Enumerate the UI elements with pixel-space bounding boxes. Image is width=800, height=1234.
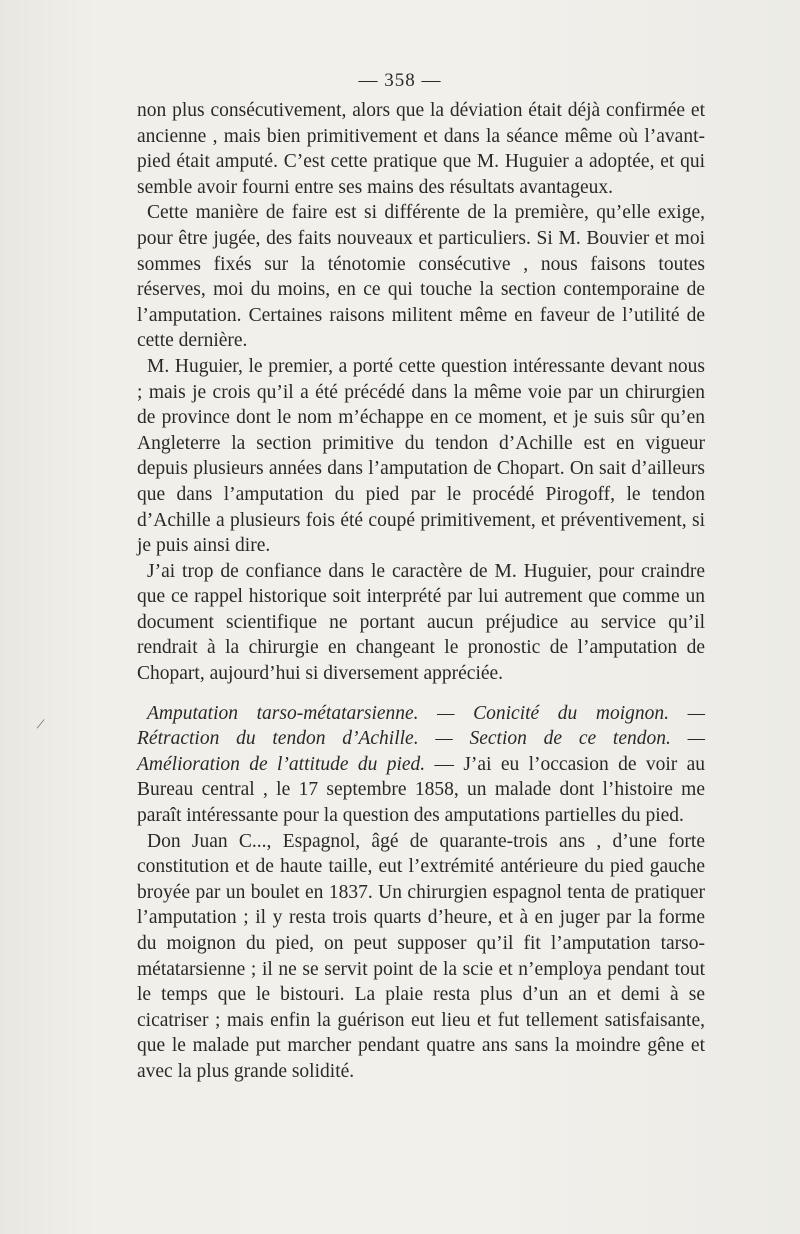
paragraph-2: Cette manière de faire est si différente de la première, qu’elle exige, pour être jugée, des faits nouveaux et particuliers. Si M. Bouvier et moi sommes fixés sur la ténotomie consécutive , nous faisons toutes réserves, moi du moins, en ce qui touche la section contemporaine de l’amputation. Certaines raisons militent même en faveur de l’utilité de cette dernière. [137, 202, 705, 352]
paragraph-4: J’ai trop de confiance dans le caractère de M. Huguier, pour craindre que ce rappel historique soit interprété par lui autrement que comme un document scientifique ne portant aucun préjudice au service qu’il rendrait à la chirurgie en changeant le pronostic de l’amputation de Chopart, aujourd’hui si diversement appréciée. [137, 560, 705, 685]
page-number: — 358 — [358, 70, 442, 91]
closing-paragraph: Don Juan C..., Espagnol, âgé de quarante-trois ans , d’une forte constitution et de haute taille, eut l’extrémité antérieure du pied gauche broyée par un boulet en 1837. Un chirurgien espagnol tenta de pratiquer l’amputation ; il y resta trois quarts d’heure, et à en juger par la forme du moignon du pied, on peut supposer qu’il fit l’amputation tarso-métatarsienne ; il ne se servit point de la scie et n’employa pendant tout le temps que le bistouri. La plaie resta plus d’un an et demi à se cicatriser ; mais enfin la guérison eut lieu et fut tellement satisfaisante, que le malade put marcher pendant quatre ans sans la moindre gêne et avec la plus grande solidité. [137, 830, 705, 1082]
paragraph-1: non plus consécutivement, alors que la déviation était déjà confirmée et ancienne , mais bien primitivement et dans la séance même où l’avant-pied était amputé. C’est cette pratique que M. Huguier a adoptée, et qui semble avoir fourni entre ses mains des résultats avantageux. [137, 100, 705, 198]
margin-mark: / [35, 715, 46, 734]
section-heading: Amputation tarso-métatarsienne. — Conicité du moignon. — Rétraction du tendon d’Achille. — Section de ce tendon. — Amélioration de l’attitude du pied. [137, 702, 705, 775]
section-paragraph [137, 701, 705, 829]
page-text [137, 98, 705, 1085]
paragraph-3: M. Huguier, le premier, a porté cette question intéressante devant nous ; mais je crois qu’il a été précédé dans la même voie par un chirurgien de province dont le nom m’échappe en ce moment, et je suis sûr qu’en Angleterre la section primitive du tendon d’Achille est en vigueur depuis plusieurs années dans l’amputation de Chopart. On sait d’ailleurs que dans l’amputation du pied par le procédé Pirogoff, le tendon d’Achille a plusieurs fois été coupé primitivement, et préventivement, si je puis ainsi dire. [137, 355, 705, 557]
section-text: — J’ai eu l’occasion de voir au Bureau central , le 17 septembre 1858, un malade dont l’histoire me paraît intéressante pour la question des amputations partielles du pied. [137, 753, 705, 827]
